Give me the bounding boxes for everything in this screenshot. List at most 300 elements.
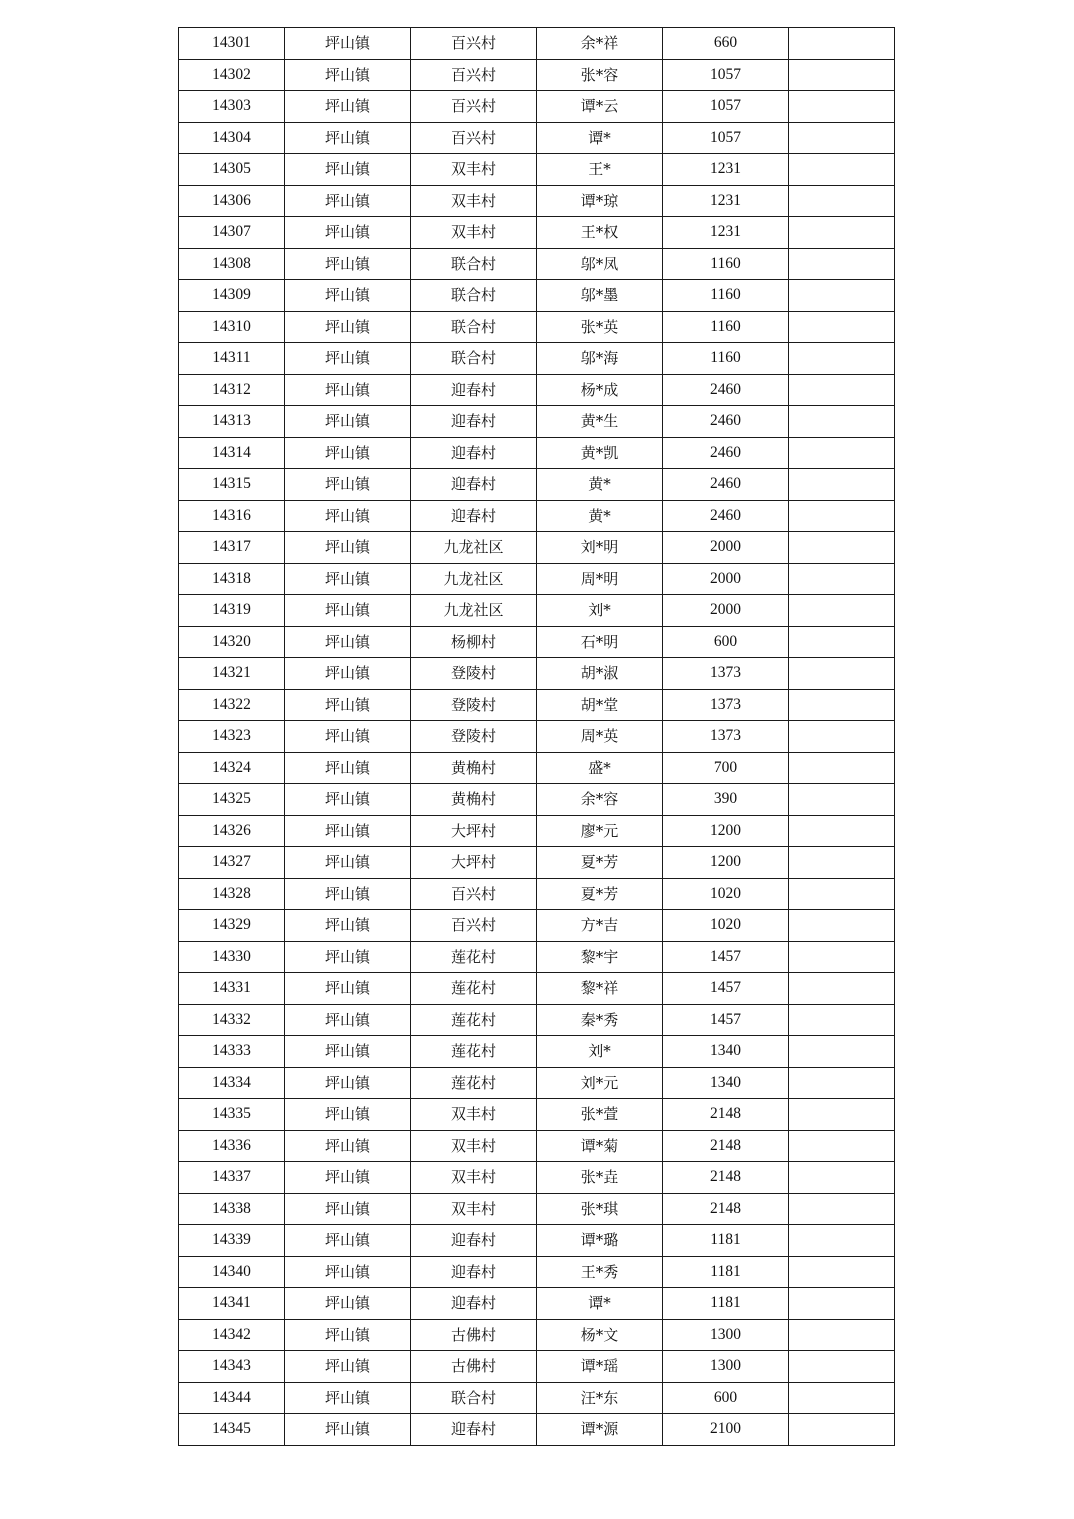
amount-cell: 1020 xyxy=(663,910,789,942)
town-cell: 坪山镇 xyxy=(285,878,411,910)
serial-number-cell: 14332 xyxy=(179,1004,285,1036)
town-cell: 坪山镇 xyxy=(285,406,411,438)
name-cell: 黄* xyxy=(537,469,663,501)
village-cell: 百兴村 xyxy=(411,59,537,91)
serial-number-cell: 14308 xyxy=(179,248,285,280)
remark-cell xyxy=(789,1319,895,1351)
village-cell: 双丰村 xyxy=(411,154,537,186)
village-cell: 双丰村 xyxy=(411,1162,537,1194)
remark-cell xyxy=(789,941,895,973)
table-row xyxy=(179,784,895,816)
village-cell: 百兴村 xyxy=(411,122,537,154)
remark-cell xyxy=(789,1414,895,1446)
town-cell: 坪山镇 xyxy=(285,973,411,1005)
name-cell: 石*明 xyxy=(537,626,663,658)
amount-cell: 2460 xyxy=(663,500,789,532)
amount-cell: 700 xyxy=(663,752,789,784)
village-cell: 古佛村 xyxy=(411,1351,537,1383)
amount-cell: 1373 xyxy=(663,689,789,721)
remark-cell xyxy=(789,563,895,595)
serial-number-cell: 14327 xyxy=(179,847,285,879)
table-row xyxy=(179,217,895,249)
serial-number-cell: 14331 xyxy=(179,973,285,1005)
name-cell: 黄*凯 xyxy=(537,437,663,469)
remark-cell xyxy=(789,1036,895,1068)
remark-cell xyxy=(789,122,895,154)
town-cell: 坪山镇 xyxy=(285,185,411,217)
name-cell: 张*萱 xyxy=(537,1099,663,1131)
village-cell: 九龙社区 xyxy=(411,595,537,627)
town-cell: 坪山镇 xyxy=(285,28,411,60)
amount-cell: 2148 xyxy=(663,1162,789,1194)
remark-cell xyxy=(789,91,895,123)
town-cell: 坪山镇 xyxy=(285,154,411,186)
table-row xyxy=(179,910,895,942)
name-cell: 方*吉 xyxy=(537,910,663,942)
name-cell: 黎*祥 xyxy=(537,973,663,1005)
amount-cell: 1057 xyxy=(663,59,789,91)
name-cell: 谭*云 xyxy=(537,91,663,123)
name-cell: 刘*元 xyxy=(537,1067,663,1099)
serial-number-cell: 14341 xyxy=(179,1288,285,1320)
remark-cell xyxy=(789,437,895,469)
name-cell: 谭*菊 xyxy=(537,1130,663,1162)
table-row xyxy=(179,1162,895,1194)
table-row xyxy=(179,1351,895,1383)
amount-cell: 2148 xyxy=(663,1130,789,1162)
table-row xyxy=(179,469,895,501)
town-cell: 坪山镇 xyxy=(285,1225,411,1257)
village-cell: 莲花村 xyxy=(411,941,537,973)
amount-cell: 1231 xyxy=(663,154,789,186)
name-cell: 夏*芳 xyxy=(537,878,663,910)
table-row xyxy=(179,689,895,721)
serial-number-cell: 14319 xyxy=(179,595,285,627)
name-cell: 黄* xyxy=(537,500,663,532)
amount-cell: 2000 xyxy=(663,595,789,627)
village-cell: 双丰村 xyxy=(411,1099,537,1131)
town-cell: 坪山镇 xyxy=(285,59,411,91)
town-cell: 坪山镇 xyxy=(285,847,411,879)
serial-number-cell: 14304 xyxy=(179,122,285,154)
village-cell: 联合村 xyxy=(411,1382,537,1414)
name-cell: 刘* xyxy=(537,595,663,627)
village-cell: 迎春村 xyxy=(411,374,537,406)
amount-cell: 1300 xyxy=(663,1319,789,1351)
amount-cell: 600 xyxy=(663,626,789,658)
table-row xyxy=(179,1067,895,1099)
remark-cell xyxy=(789,1162,895,1194)
serial-number-cell: 14310 xyxy=(179,311,285,343)
amount-cell: 1340 xyxy=(663,1067,789,1099)
name-cell: 盛* xyxy=(537,752,663,784)
name-cell: 杨*成 xyxy=(537,374,663,406)
table-row xyxy=(179,1193,895,1225)
name-cell: 谭*璐 xyxy=(537,1225,663,1257)
table-row xyxy=(179,721,895,753)
table-row xyxy=(179,374,895,406)
serial-number-cell: 14314 xyxy=(179,437,285,469)
village-cell: 百兴村 xyxy=(411,91,537,123)
name-cell: 夏*芳 xyxy=(537,847,663,879)
remark-cell xyxy=(789,1004,895,1036)
amount-cell: 1020 xyxy=(663,878,789,910)
serial-number-cell: 14339 xyxy=(179,1225,285,1257)
name-cell: 张*垚 xyxy=(537,1162,663,1194)
serial-number-cell: 14322 xyxy=(179,689,285,721)
village-cell: 联合村 xyxy=(411,343,537,375)
remark-cell xyxy=(789,185,895,217)
serial-number-cell: 14318 xyxy=(179,563,285,595)
serial-number-cell: 14313 xyxy=(179,406,285,438)
serial-number-cell: 14323 xyxy=(179,721,285,753)
table-row xyxy=(179,1414,895,1446)
table-body xyxy=(179,28,895,1446)
serial-number-cell: 14307 xyxy=(179,217,285,249)
remark-cell xyxy=(789,626,895,658)
serial-number-cell: 14338 xyxy=(179,1193,285,1225)
serial-number-cell: 14337 xyxy=(179,1162,285,1194)
serial-number-cell: 14302 xyxy=(179,59,285,91)
amount-cell: 2148 xyxy=(663,1193,789,1225)
remark-cell xyxy=(789,1351,895,1383)
town-cell: 坪山镇 xyxy=(285,217,411,249)
remark-cell xyxy=(789,973,895,1005)
remark-cell xyxy=(789,1288,895,1320)
serial-number-cell: 14317 xyxy=(179,532,285,564)
table-row xyxy=(179,122,895,154)
table-row xyxy=(179,878,895,910)
amount-cell: 1231 xyxy=(663,185,789,217)
name-cell: 汪*东 xyxy=(537,1382,663,1414)
table-row xyxy=(179,1099,895,1131)
serial-number-cell: 14340 xyxy=(179,1256,285,1288)
remark-cell xyxy=(789,406,895,438)
name-cell: 刘*明 xyxy=(537,532,663,564)
table-row xyxy=(179,1288,895,1320)
remark-cell xyxy=(789,1099,895,1131)
remark-cell xyxy=(789,1067,895,1099)
serial-number-cell: 14335 xyxy=(179,1099,285,1131)
serial-number-cell: 14315 xyxy=(179,469,285,501)
village-cell: 迎春村 xyxy=(411,1256,537,1288)
serial-number-cell: 14312 xyxy=(179,374,285,406)
serial-number-cell: 14329 xyxy=(179,910,285,942)
name-cell: 周*明 xyxy=(537,563,663,595)
amount-cell: 2148 xyxy=(663,1099,789,1131)
table-row xyxy=(179,1004,895,1036)
town-cell: 坪山镇 xyxy=(285,1351,411,1383)
village-cell: 百兴村 xyxy=(411,878,537,910)
amount-cell: 1160 xyxy=(663,248,789,280)
village-cell: 联合村 xyxy=(411,311,537,343)
serial-number-cell: 14343 xyxy=(179,1351,285,1383)
village-cell: 双丰村 xyxy=(411,1193,537,1225)
amount-cell: 1057 xyxy=(663,122,789,154)
remark-cell xyxy=(789,910,895,942)
table-row xyxy=(179,248,895,280)
remark-cell xyxy=(789,815,895,847)
remark-cell xyxy=(789,532,895,564)
village-cell: 迎春村 xyxy=(411,469,537,501)
name-cell: 谭*瑶 xyxy=(537,1351,663,1383)
village-cell: 迎春村 xyxy=(411,406,537,438)
remark-cell xyxy=(789,784,895,816)
table-row xyxy=(179,941,895,973)
table-row xyxy=(179,91,895,123)
village-cell: 莲花村 xyxy=(411,973,537,1005)
table-row xyxy=(179,752,895,784)
name-cell: 谭*琼 xyxy=(537,185,663,217)
remark-cell xyxy=(789,658,895,690)
amount-cell: 1057 xyxy=(663,91,789,123)
serial-number-cell: 14344 xyxy=(179,1382,285,1414)
amount-cell: 1340 xyxy=(663,1036,789,1068)
table-row xyxy=(179,185,895,217)
town-cell: 坪山镇 xyxy=(285,689,411,721)
remark-cell xyxy=(789,1193,895,1225)
amount-cell: 1160 xyxy=(663,343,789,375)
subsidy-table xyxy=(178,27,895,1446)
village-cell: 迎春村 xyxy=(411,1288,537,1320)
town-cell: 坪山镇 xyxy=(285,343,411,375)
village-cell: 大坪村 xyxy=(411,815,537,847)
amount-cell: 2460 xyxy=(663,437,789,469)
village-cell: 九龙社区 xyxy=(411,563,537,595)
town-cell: 坪山镇 xyxy=(285,1036,411,1068)
name-cell: 邬*凤 xyxy=(537,248,663,280)
table-row xyxy=(179,658,895,690)
amount-cell: 1457 xyxy=(663,973,789,1005)
remark-cell xyxy=(789,847,895,879)
amount-cell: 390 xyxy=(663,784,789,816)
village-cell: 迎春村 xyxy=(411,1225,537,1257)
remark-cell xyxy=(789,500,895,532)
town-cell: 坪山镇 xyxy=(285,595,411,627)
town-cell: 坪山镇 xyxy=(285,532,411,564)
town-cell: 坪山镇 xyxy=(285,437,411,469)
name-cell: 周*英 xyxy=(537,721,663,753)
name-cell: 余*容 xyxy=(537,784,663,816)
remark-cell xyxy=(789,248,895,280)
town-cell: 坪山镇 xyxy=(285,1319,411,1351)
remark-cell xyxy=(789,1225,895,1257)
town-cell: 坪山镇 xyxy=(285,1130,411,1162)
village-cell: 古佛村 xyxy=(411,1319,537,1351)
town-cell: 坪山镇 xyxy=(285,1414,411,1446)
village-cell: 黄桷村 xyxy=(411,784,537,816)
table-row xyxy=(179,532,895,564)
village-cell: 双丰村 xyxy=(411,217,537,249)
town-cell: 坪山镇 xyxy=(285,248,411,280)
table-row xyxy=(179,28,895,60)
name-cell: 黎*宇 xyxy=(537,941,663,973)
remark-cell xyxy=(789,280,895,312)
amount-cell: 1457 xyxy=(663,941,789,973)
town-cell: 坪山镇 xyxy=(285,815,411,847)
amount-cell: 2460 xyxy=(663,406,789,438)
remark-cell xyxy=(789,469,895,501)
village-cell: 迎春村 xyxy=(411,437,537,469)
table-row xyxy=(179,311,895,343)
amount-cell: 1457 xyxy=(663,1004,789,1036)
table-row xyxy=(179,1382,895,1414)
name-cell: 邬*墨 xyxy=(537,280,663,312)
village-cell: 杨柳村 xyxy=(411,626,537,658)
serial-number-cell: 14326 xyxy=(179,815,285,847)
name-cell: 廖*元 xyxy=(537,815,663,847)
serial-number-cell: 14345 xyxy=(179,1414,285,1446)
name-cell: 张*琪 xyxy=(537,1193,663,1225)
table-row xyxy=(179,1256,895,1288)
town-cell: 坪山镇 xyxy=(285,122,411,154)
serial-number-cell: 14334 xyxy=(179,1067,285,1099)
village-cell: 大坪村 xyxy=(411,847,537,879)
name-cell: 黄*生 xyxy=(537,406,663,438)
table-row xyxy=(179,626,895,658)
amount-cell: 1231 xyxy=(663,217,789,249)
remark-cell xyxy=(789,1382,895,1414)
town-cell: 坪山镇 xyxy=(285,91,411,123)
table-row xyxy=(179,154,895,186)
name-cell: 胡*堂 xyxy=(537,689,663,721)
table-row xyxy=(179,437,895,469)
name-cell: 秦*秀 xyxy=(537,1004,663,1036)
village-cell: 双丰村 xyxy=(411,185,537,217)
town-cell: 坪山镇 xyxy=(285,563,411,595)
amount-cell: 1300 xyxy=(663,1351,789,1383)
serial-number-cell: 14306 xyxy=(179,185,285,217)
village-cell: 登陵村 xyxy=(411,689,537,721)
village-cell: 联合村 xyxy=(411,248,537,280)
town-cell: 坪山镇 xyxy=(285,1256,411,1288)
town-cell: 坪山镇 xyxy=(285,280,411,312)
name-cell: 谭*源 xyxy=(537,1414,663,1446)
remark-cell xyxy=(789,28,895,60)
village-cell: 迎春村 xyxy=(411,500,537,532)
table-row xyxy=(179,1036,895,1068)
table-row xyxy=(179,406,895,438)
town-cell: 坪山镇 xyxy=(285,469,411,501)
town-cell: 坪山镇 xyxy=(285,1099,411,1131)
serial-number-cell: 14336 xyxy=(179,1130,285,1162)
name-cell: 王*秀 xyxy=(537,1256,663,1288)
remark-cell xyxy=(789,217,895,249)
village-cell: 百兴村 xyxy=(411,910,537,942)
remark-cell xyxy=(789,343,895,375)
table-row xyxy=(179,563,895,595)
table-row xyxy=(179,1319,895,1351)
village-cell: 联合村 xyxy=(411,280,537,312)
name-cell: 刘* xyxy=(537,1036,663,1068)
town-cell: 坪山镇 xyxy=(285,311,411,343)
amount-cell: 2100 xyxy=(663,1414,789,1446)
serial-number-cell: 14324 xyxy=(179,752,285,784)
name-cell: 王*权 xyxy=(537,217,663,249)
table-row xyxy=(179,500,895,532)
amount-cell: 1160 xyxy=(663,311,789,343)
amount-cell: 2000 xyxy=(663,532,789,564)
village-cell: 登陵村 xyxy=(411,658,537,690)
amount-cell: 1200 xyxy=(663,815,789,847)
town-cell: 坪山镇 xyxy=(285,752,411,784)
name-cell: 杨*文 xyxy=(537,1319,663,1351)
amount-cell: 2460 xyxy=(663,374,789,406)
town-cell: 坪山镇 xyxy=(285,910,411,942)
table-row xyxy=(179,343,895,375)
town-cell: 坪山镇 xyxy=(285,500,411,532)
amount-cell: 1373 xyxy=(663,658,789,690)
amount-cell: 1373 xyxy=(663,721,789,753)
name-cell: 张*容 xyxy=(537,59,663,91)
serial-number-cell: 14328 xyxy=(179,878,285,910)
town-cell: 坪山镇 xyxy=(285,1067,411,1099)
village-cell: 莲花村 xyxy=(411,1036,537,1068)
town-cell: 坪山镇 xyxy=(285,1162,411,1194)
town-cell: 坪山镇 xyxy=(285,626,411,658)
serial-number-cell: 14309 xyxy=(179,280,285,312)
remark-cell xyxy=(789,311,895,343)
serial-number-cell: 14305 xyxy=(179,154,285,186)
amount-cell: 2460 xyxy=(663,469,789,501)
amount-cell: 1181 xyxy=(663,1288,789,1320)
name-cell: 张*英 xyxy=(537,311,663,343)
name-cell: 谭* xyxy=(537,1288,663,1320)
town-cell: 坪山镇 xyxy=(285,374,411,406)
remark-cell xyxy=(789,59,895,91)
serial-number-cell: 14342 xyxy=(179,1319,285,1351)
remark-cell xyxy=(789,595,895,627)
serial-number-cell: 14316 xyxy=(179,500,285,532)
town-cell: 坪山镇 xyxy=(285,1288,411,1320)
village-cell: 黄桷村 xyxy=(411,752,537,784)
village-cell: 迎春村 xyxy=(411,1414,537,1446)
town-cell: 坪山镇 xyxy=(285,1382,411,1414)
serial-number-cell: 14321 xyxy=(179,658,285,690)
table-row xyxy=(179,847,895,879)
village-cell: 双丰村 xyxy=(411,1130,537,1162)
village-cell: 莲花村 xyxy=(411,1004,537,1036)
remark-cell xyxy=(789,154,895,186)
serial-number-cell: 14330 xyxy=(179,941,285,973)
village-cell: 莲花村 xyxy=(411,1067,537,1099)
table-row xyxy=(179,1130,895,1162)
village-cell: 九龙社区 xyxy=(411,532,537,564)
name-cell: 邬*海 xyxy=(537,343,663,375)
name-cell: 余*祥 xyxy=(537,28,663,60)
table-row xyxy=(179,59,895,91)
amount-cell: 1181 xyxy=(663,1256,789,1288)
village-cell: 登陵村 xyxy=(411,721,537,753)
table-row xyxy=(179,973,895,1005)
table-row xyxy=(179,815,895,847)
town-cell: 坪山镇 xyxy=(285,1193,411,1225)
amount-cell: 1200 xyxy=(663,847,789,879)
town-cell: 坪山镇 xyxy=(285,1004,411,1036)
remark-cell xyxy=(789,752,895,784)
name-cell: 谭* xyxy=(537,122,663,154)
remark-cell xyxy=(789,374,895,406)
serial-number-cell: 14325 xyxy=(179,784,285,816)
amount-cell: 2000 xyxy=(663,563,789,595)
serial-number-cell: 14301 xyxy=(179,28,285,60)
town-cell: 坪山镇 xyxy=(285,658,411,690)
remark-cell xyxy=(789,1256,895,1288)
amount-cell: 660 xyxy=(663,28,789,60)
remark-cell xyxy=(789,878,895,910)
serial-number-cell: 14333 xyxy=(179,1036,285,1068)
town-cell: 坪山镇 xyxy=(285,721,411,753)
